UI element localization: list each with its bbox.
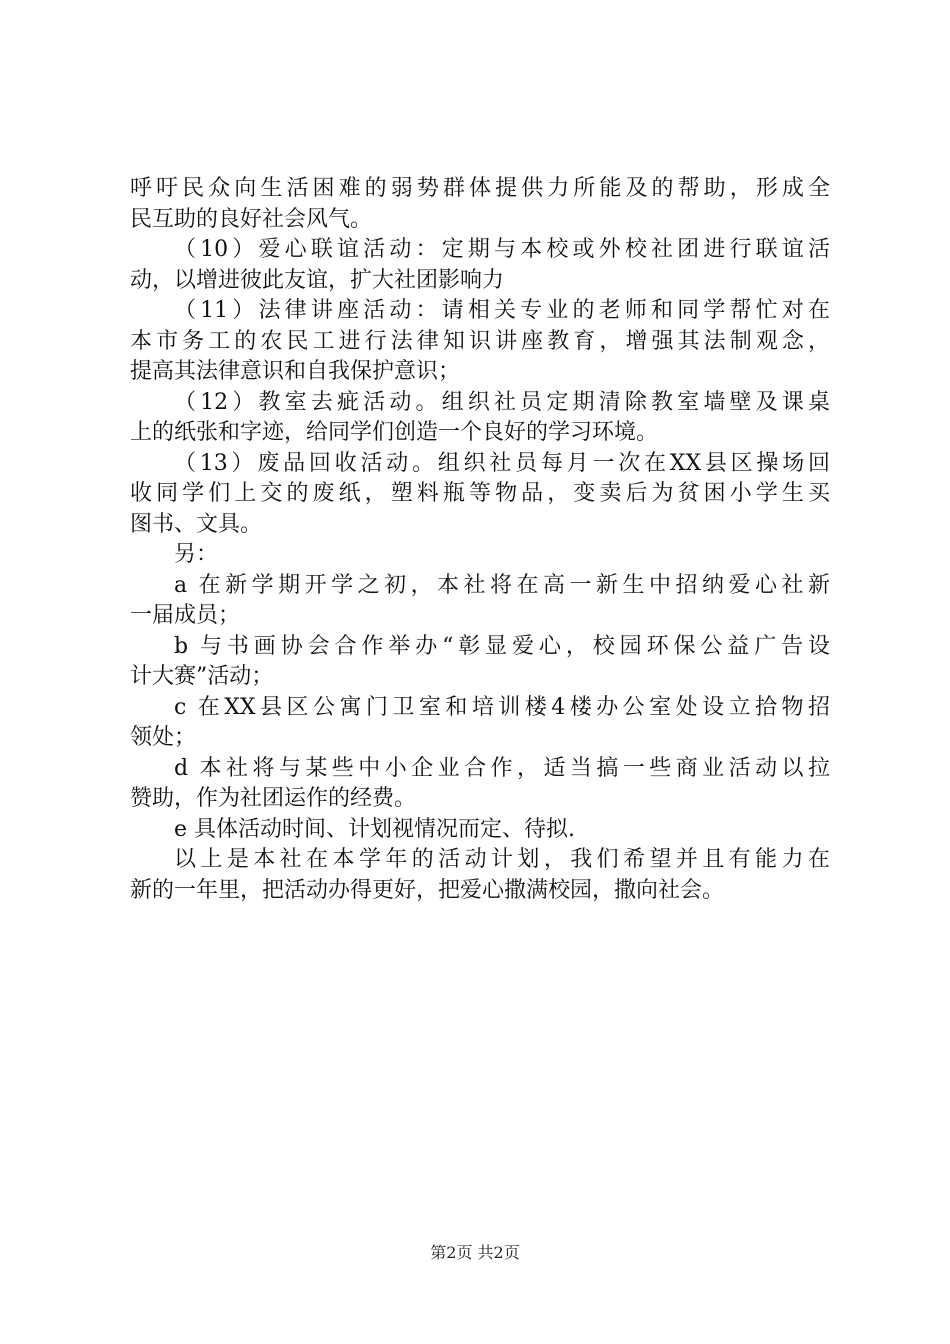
text-line: 民互助的良好社会风气。 xyxy=(130,206,373,232)
text-line: 本市务工的农民工进行法律知识讲座教育，增强其法制观念， xyxy=(130,328,830,354)
text-line: 呼吁民众向生活困难的弱势群体提供力所能及的帮助，形成全 xyxy=(130,176,830,201)
text-line: 另： xyxy=(174,542,219,567)
page-footer xyxy=(0,1243,950,1263)
text-line: e 具体活动时间、计划视情况而定、待拟. xyxy=(174,816,576,842)
text-line: 上的纸张和字迹，给同学们创造一个良好的学习环境。 xyxy=(130,420,659,445)
text-line: a 在新学期开学之初，本社将在高一新生中招纳爱心社新 xyxy=(174,572,830,598)
text-line: 动，以增进彼此友谊，扩大社团影响力 xyxy=(130,267,505,293)
text-line: （12）教室去疵活动。组织社员定期清除教室墙壁及课桌 xyxy=(174,389,830,415)
text-line: 提高其法律意识和自我保护意识； xyxy=(130,359,461,384)
document-body xyxy=(130,174,830,906)
text-line: 以上是本社在本学年的活动计划，我们希望并且有能力在 xyxy=(174,847,830,872)
text-line: 收同学们上交的废纸，塑料瓶等物品，变卖后为贫困小学生买 xyxy=(130,481,830,506)
text-line: （11）法律讲座活动：请相关专业的老师和同学帮忙对在 xyxy=(174,298,830,323)
text-line: 新的一年里，把活动办得更好，把爱心撒满校园，撒向社会。 xyxy=(130,877,725,903)
text-line: 图书、文具。 xyxy=(130,511,263,537)
text-line: 计大赛”活动； xyxy=(130,664,274,689)
text-line: 领处； xyxy=(130,725,197,750)
text-line: （10）爱心联谊活动：定期与本校或外校社团进行联谊活 xyxy=(174,237,830,262)
text-line: c 在XX县区公寓门卫室和培训楼4楼办公室处设立拾物招 xyxy=(174,694,830,720)
text-line: 一届成员； xyxy=(130,603,241,628)
text-line: b 与书画协会合作举办“彰显爱心，校园环保公益广告设 xyxy=(174,633,830,659)
page-number-label: 第2页 共2页 xyxy=(430,1243,520,1262)
text-line: d 本社将与某些中小企业合作，适当搞一些商业活动以拉 xyxy=(174,755,830,781)
text-line: （13）废品回收活动。组织社员每月一次在XX县区操场回 xyxy=(174,450,830,476)
text-line: 赞助，作为社团运作的经费。 xyxy=(130,786,417,811)
